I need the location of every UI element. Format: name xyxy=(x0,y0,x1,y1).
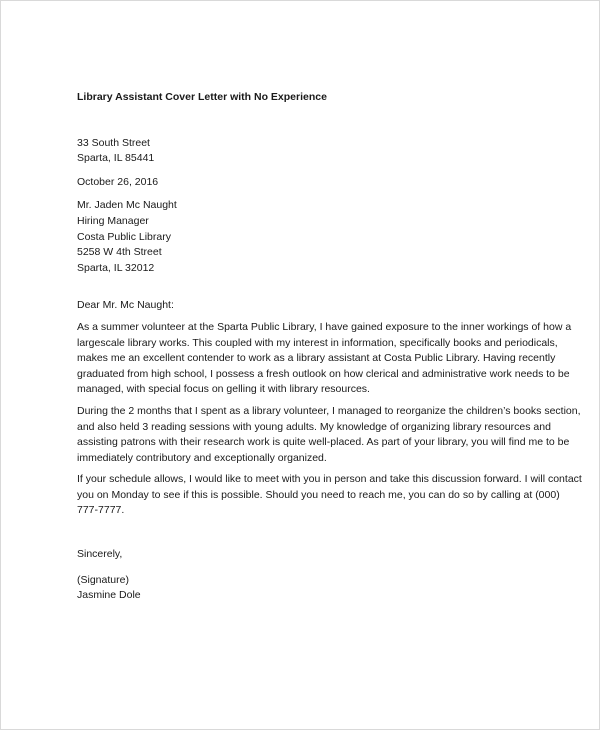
sender-city: Sparta, IL 85441 xyxy=(77,152,155,165)
recipient-name: Mr. Jaden Mc Naught xyxy=(77,199,177,212)
body-paragraph-2 xyxy=(77,404,581,466)
recipient-street: 5258 W 4th Street xyxy=(77,246,162,259)
paragraph-line: graduated from high school, I possess a fresh outlook on how clerical and administrative work needs to be xyxy=(77,367,570,380)
body-paragraph-1 xyxy=(77,320,572,398)
closing-text: Sincerely, xyxy=(77,548,123,561)
paragraph-line: you on Monday to see if this is possible. Should you need to reach me, you can do so by calling at (000) xyxy=(77,488,560,501)
closing xyxy=(77,547,537,563)
cover-letter xyxy=(77,90,582,604)
paragraph-line: If your schedule allows, I would like to meet with you in person and take this discussion forward. I will contact xyxy=(77,473,582,486)
paragraph-line: managed, with special focus on gelling it with library resources. xyxy=(77,383,370,396)
letter-title: Library Assistant Cover Letter with No Experience xyxy=(77,91,327,103)
salutation xyxy=(77,298,537,314)
paragraph-line: immediately contributory and exceptionally organized. xyxy=(77,451,327,464)
paragraph-line: and also held 3 reading sessions with young adults. My knowledge of organizing library resources and xyxy=(77,420,551,433)
recipient-position: Hiring Manager xyxy=(77,214,149,227)
signature-placeholder: (Signature) xyxy=(77,573,129,586)
signature-block xyxy=(77,573,537,604)
salutation-text: Dear Mr. Mc Naught: xyxy=(77,299,174,312)
paragraph-line: assisting patrons with their research work is quite well-placed. As part of your library, you will find me to be xyxy=(77,436,570,449)
paragraph-line: As a summer volunteer at the Sparta Public Library, I have gained exposure to the inner workings of how a xyxy=(77,320,572,333)
paragraph-line: 777-7777. xyxy=(77,504,125,517)
recipient-organization: Costa Public Library xyxy=(77,230,171,243)
recipient-city: Sparta, IL 32012 xyxy=(77,261,155,274)
paragraph-line: makes me an excellent contender to work as a library assistant at Costa Public Library. Having recently xyxy=(77,352,556,365)
paragraph-line: largescale library works. This coupled with my interest in information, specifically books and periodicals, xyxy=(77,336,558,349)
sender-address xyxy=(77,136,537,167)
letter-date xyxy=(77,175,537,191)
body-paragraph-3 xyxy=(77,472,582,519)
signer-name: Jasmine Dole xyxy=(77,589,141,602)
paragraph-line: During the 2 months that I spent as a library volunteer, I managed to reorganize the children’s books section, xyxy=(77,404,581,417)
sender-street: 33 South Street xyxy=(77,136,150,149)
recipient-address xyxy=(77,198,537,276)
date-text: October 26, 2016 xyxy=(77,175,159,188)
